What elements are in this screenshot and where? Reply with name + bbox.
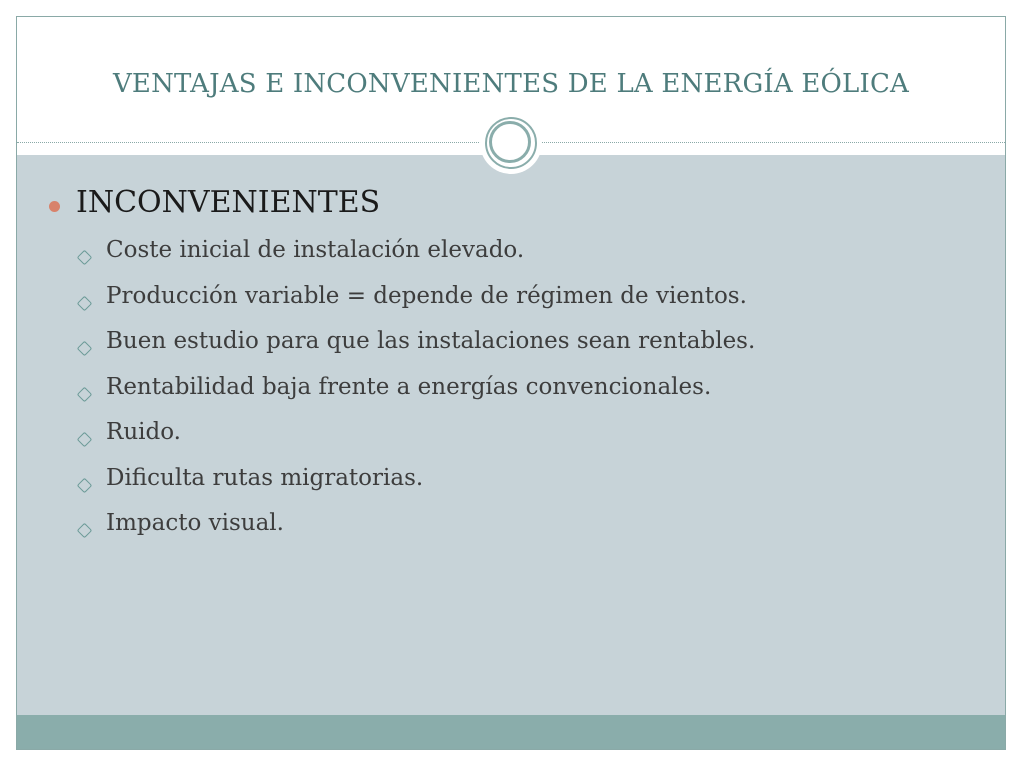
list-item-text: Buen estudio para que las instalaciones sean rentables. (106, 328, 756, 354)
slide (16, 16, 1006, 750)
list-item (47, 283, 987, 329)
list-item (47, 510, 987, 556)
list-item-text: Coste inicial de instalación elevado. (106, 237, 525, 263)
list-item (47, 374, 987, 420)
list-item-text: Producción variable = depende de régimen de vientos. (106, 282, 747, 309)
hollow-diamond-bullet-icon (77, 250, 93, 266)
hollow-diamond-bullet-icon (77, 432, 93, 448)
slide-title: VENTAJAS E INCONVENIENTES DE LA ENERGÍA EÓLICA (112, 69, 910, 99)
list-item-text: Impacto visual. (106, 510, 284, 536)
bullet-list (47, 185, 987, 556)
list-item (47, 328, 987, 374)
hollow-diamond-bullet-icon (77, 477, 93, 493)
hollow-diamond-bullet-icon (77, 523, 93, 539)
section-heading: INCONVENIENTES (76, 185, 381, 220)
sub-bullet-list (47, 237, 987, 556)
list-item-text: Rentabilidad baja frente a energías convencionales. (106, 373, 712, 400)
section-heading-item (47, 185, 987, 231)
list-item (47, 237, 987, 283)
double-ring-icon (480, 112, 542, 174)
hollow-diamond-bullet-icon (77, 295, 93, 311)
list-item (47, 465, 987, 511)
hollow-diamond-bullet-icon (77, 386, 93, 402)
footer-band (17, 715, 1005, 750)
filled-circle-bullet-icon (49, 201, 60, 212)
hollow-diamond-bullet-icon (77, 341, 93, 357)
list-item-text: Ruido. (106, 419, 181, 445)
inner-ring (489, 121, 531, 163)
list-item (47, 419, 987, 465)
list-item-text: Dificulta rutas migratorias. (106, 464, 424, 491)
